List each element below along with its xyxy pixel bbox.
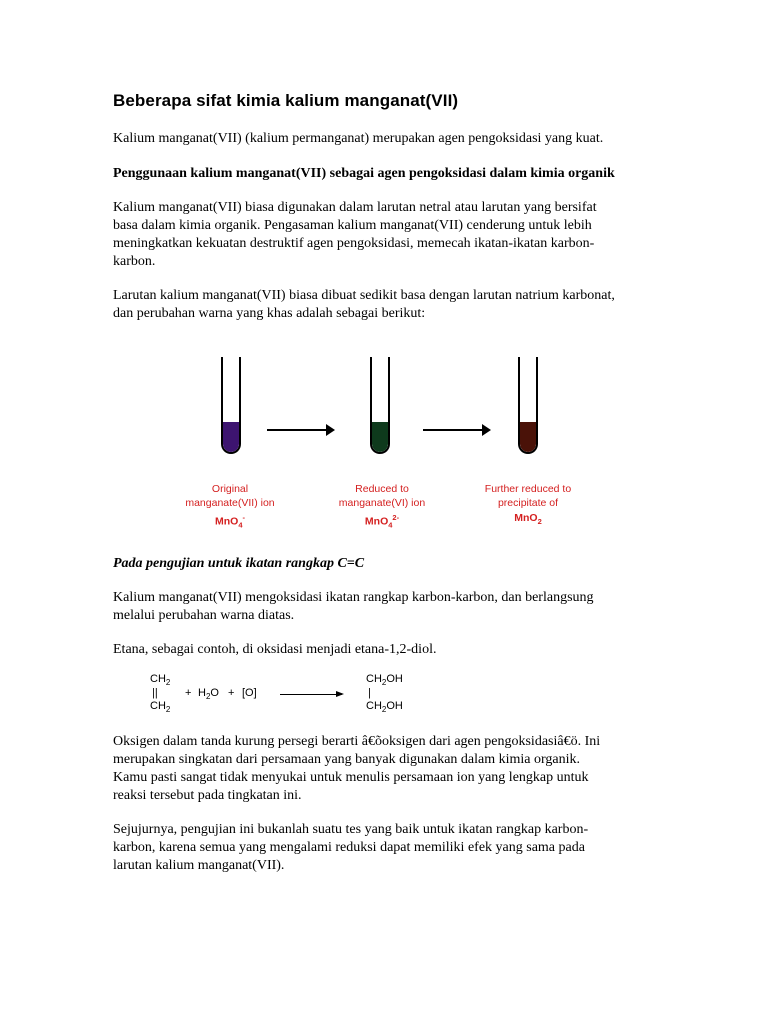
solution-fill: [223, 422, 239, 452]
formula-base: CH: [150, 673, 166, 685]
paragraph-line: Sejujurnya, pengujian ini bukanlah suatu tes yang baik untuk ikatan rangkap karbon-: [113, 822, 589, 837]
caption-line: Reduced to: [355, 483, 409, 495]
paragraph-line: Kalium manganat(VII) biasa digunakan dalam larutan netral atau larutan yang bersifat: [113, 200, 597, 215]
formula-subscript: 2: [165, 678, 171, 688]
formula-subscript: 2: [205, 692, 211, 702]
test-tube-brown: [518, 357, 538, 454]
formula-charge: -: [242, 513, 245, 522]
formula-base: CH: [150, 700, 166, 712]
formula-subscript: 2: [537, 517, 542, 527]
caption-line: Further reduced to: [484, 483, 572, 495]
plus-sign: +: [228, 687, 235, 699]
oxygen-formula: [O]: [242, 687, 257, 699]
paragraph-line: melalui perubahan warna diatas.: [113, 608, 295, 623]
paragraph-line: meningkatkan kekuatan destruktif agen pengoksidasi, memecah ikatan-ikatan karbon-: [113, 236, 595, 251]
formula-subscript: 4: [238, 520, 243, 530]
caption-line: manganate(VII) ion: [185, 497, 275, 509]
paragraph-line: Kalium manganat(VII) mengoksidasi ikatan rangkap karbon-karbon, dan berlangsung: [113, 590, 594, 605]
formula-base: O: [210, 687, 219, 699]
caption-formula: [317, 511, 447, 533]
reaction-arrow-icon: [280, 694, 342, 695]
paragraph-line: karbon.: [113, 254, 156, 269]
paragraph-line: merupakan singkatan dari persamaan yang banyak digunakan dalam kimia organik.: [113, 752, 581, 767]
formula-base: OH: [386, 673, 403, 685]
caption-original: [165, 482, 295, 533]
double-bond: ||: [152, 687, 158, 699]
section-heading-oxidizing-agent: Penggunaan kalium manganat(VII) sebagai agen pengoksidasi dalam kimia organik: [113, 166, 615, 181]
single-bond: |: [368, 687, 371, 699]
caption-line: Original: [211, 483, 249, 495]
formula-charge: 2-: [392, 513, 400, 522]
product-top: [366, 673, 403, 689]
paragraph-line: Kamu pasti sangat tidak menyukai untuk menulis persamaan ion yang lengkap untuk: [113, 770, 589, 785]
caption-further-reduced: [463, 482, 593, 529]
reactant-bottom: [150, 700, 170, 716]
formula-base: CH: [366, 673, 382, 685]
paragraph-oxidation: [113, 589, 673, 625]
product-bottom: [366, 700, 403, 716]
intro-paragraph: Kalium manganat(VII) (kalium permanganat) merupakan agen pengoksidasi yang kuat.: [113, 131, 604, 146]
formula-base: CH: [366, 700, 382, 712]
plus-sign: +: [185, 687, 192, 699]
section-heading-double-bond-test: Pada pengujian untuk ikatan rangkap C=C: [113, 556, 365, 571]
test-tube-green: [370, 357, 390, 454]
paragraph-line: karbon, karena semua yang mengalami reduksi dapat memiliki efek yang sama pada: [113, 840, 585, 855]
formula-base: MnO: [514, 512, 538, 524]
formula-base: MnO: [215, 515, 239, 528]
solution-fill: [372, 422, 388, 452]
paragraph-oxygen-notation: [113, 733, 673, 805]
caption-formula: [463, 511, 593, 529]
formula-base: H: [198, 687, 206, 699]
solution-fill: [520, 422, 536, 452]
paragraph-line: dan perubahan warna yang khas adalah sebagai berikut:: [113, 306, 426, 321]
formula-subscript: 4: [388, 520, 393, 530]
caption-reduced: [317, 482, 447, 533]
paragraph-line: reaksi tersebut pada tingkatan ini.: [113, 788, 302, 803]
formula-base: OH: [386, 700, 403, 712]
test-tube-figure: [185, 350, 605, 530]
water-formula: [198, 687, 219, 703]
paragraph-ethene-example: Etana, sebagai contoh, di oksidasi menjadi etana-1,2-diol.: [113, 642, 437, 657]
caption-line: manganate(VI) ion: [338, 497, 426, 509]
formula-base: MnO: [364, 515, 389, 528]
caption-line: precipitate of: [497, 497, 559, 509]
page-title: Beberapa sifat kimia kalium manganat(VII): [113, 91, 459, 110]
formula-subscript: 2: [381, 678, 387, 688]
paragraph-line: larutan kalium manganat(VII).: [113, 858, 285, 873]
formula-subscript: 2: [165, 705, 171, 715]
paragraph-conclusion: [113, 821, 673, 875]
paragraph-line: Larutan kalium manganat(VII) biasa dibuat sedikit basa dengan larutan natrium karbonat,: [113, 288, 615, 303]
paragraph-line: basa dalam kimia organik. Pengasaman kalium manganat(VII) cenderung untuk lebih: [113, 218, 592, 233]
arrow-right-icon: [423, 429, 489, 431]
formula-subscript: 2: [381, 705, 387, 715]
paragraph-line: Oksigen dalam tanda kurung persegi berarti â€õoksigen dari agen pengoksidasiâ€ö. Ini: [113, 734, 601, 749]
paragraph-usage: [113, 199, 673, 271]
paragraph-color-change: [113, 287, 673, 323]
arrow-right-icon: [267, 429, 333, 431]
caption-formula: [165, 511, 295, 533]
test-tube-purple: [221, 357, 241, 454]
